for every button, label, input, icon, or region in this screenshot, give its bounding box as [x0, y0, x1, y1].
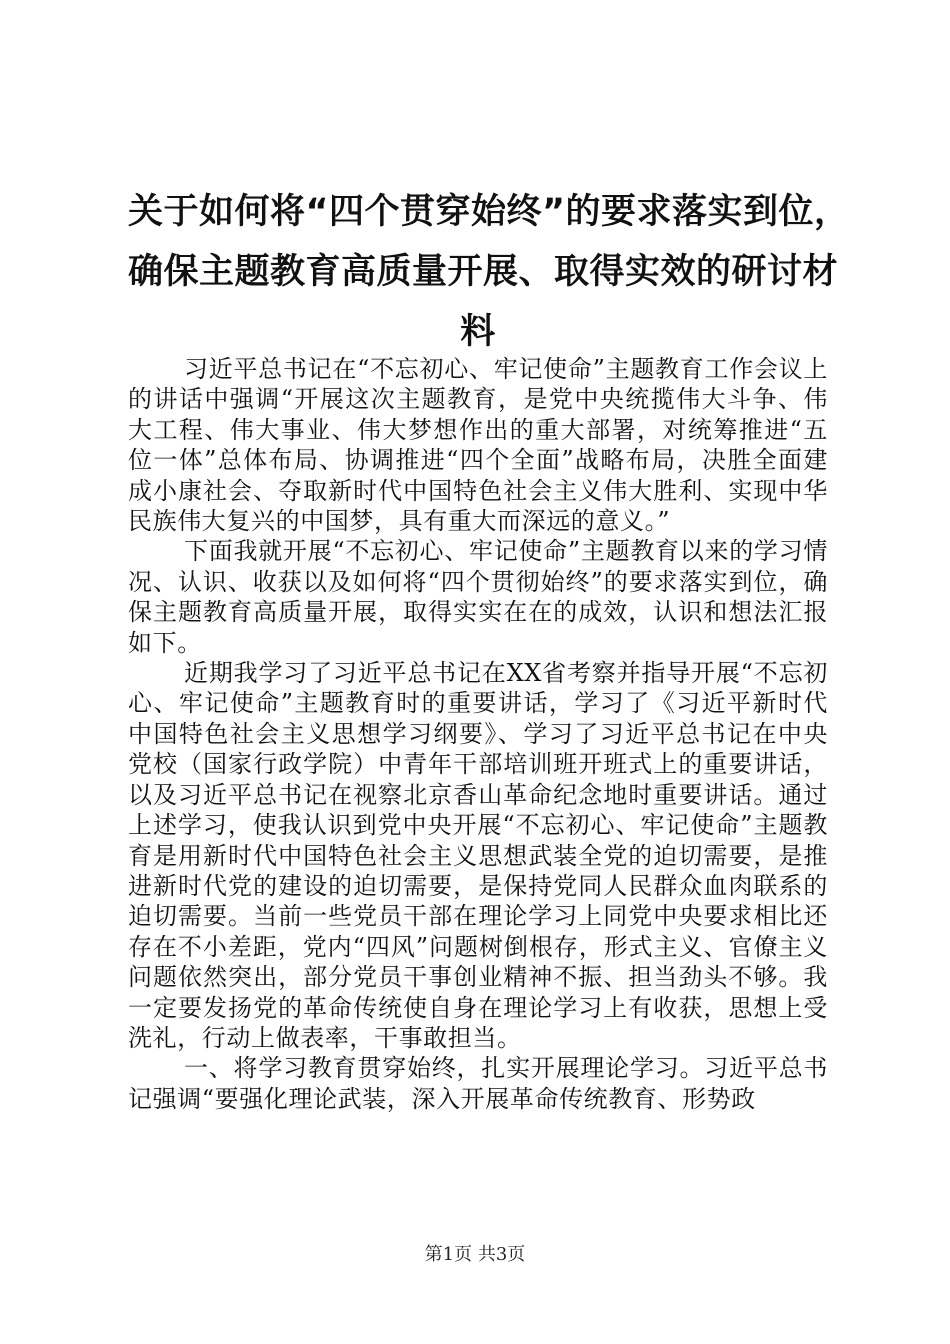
- paragraph-3: 近期我学习了习近平总书记在XX省考察并指导开展“不忘初心、牢记使命”主题教育时的重要讲话，学习了《习近平新时代中国特色社会主义思想学习纲要》、学习了习近平总书记在中央党校（国家行政学院）中青年干部培训班开班式上的重要讲话，以及习近平总书记在视察北京香山革命纪念地时重要讲话。通过上述学习，使我认识到党中央开展“不忘初心、牢记使命”主题教育是用新时代中国特色社会主义思想武装全党的迫切需要，是推进新时代党的建设的迫切需要，是保持党同人民群众血肉联系的迫切需要。当前一些党员干部在理论学习上同党中央要求相比还存在不小差距，党内“四风”问题树倒根存，形式主义、官僚主义问题依然突出，部分党员干事创业精神不振、担当劲头不够。我一定要发扬党的革命传统使自身在理论学习上有收获，思想上受洗礼，行动上做表率，干事敢担当。: [128, 659, 828, 1052]
- paragraph-1: 习近平总书记在“不忘初心、牢记使命”主题教育工作会议上的讲话中强调“开展这次主题教育，是党中央统揽伟大斗争、伟大工程、伟大事业、伟大梦想作出的重大部署，对统筹推进“五位一体”总体布局、协调推进“四个全面”战略布局，决胜全面建成小康社会、夺取新时代中国特色社会主义伟大胜利、实现中华民族伟大复兴的中国梦，具有重大而深远的意义。”: [128, 355, 828, 536]
- title-line-3: 料: [460, 312, 496, 352]
- page-number-footer: 第1页 共3页: [424, 1244, 526, 1265]
- paragraph-2: 下面我就开展“不忘初心、牢记使命”主题教育以来的学习情况、认识、收获以及如何将“四个贯彻始终”的要求落实到位，确保主题教育高质量开展，取得实实在在的成效，认识和想法汇报如下。: [128, 537, 828, 657]
- document-body: [128, 354, 828, 1114]
- title-line-1: 关于如何将“四个贯穿始终”的要求落实到位，: [128, 192, 850, 232]
- document-title: [128, 182, 850, 362]
- title-line-2: 确保主题教育高质量开展、取得实效的研讨材: [128, 252, 839, 292]
- paragraph-4: 一、将学习教育贯穿始终，扎实开展理论学习。习近平总书记强调“要强化理论武装，深入开展革命传统教育、形势政: [128, 1054, 828, 1113]
